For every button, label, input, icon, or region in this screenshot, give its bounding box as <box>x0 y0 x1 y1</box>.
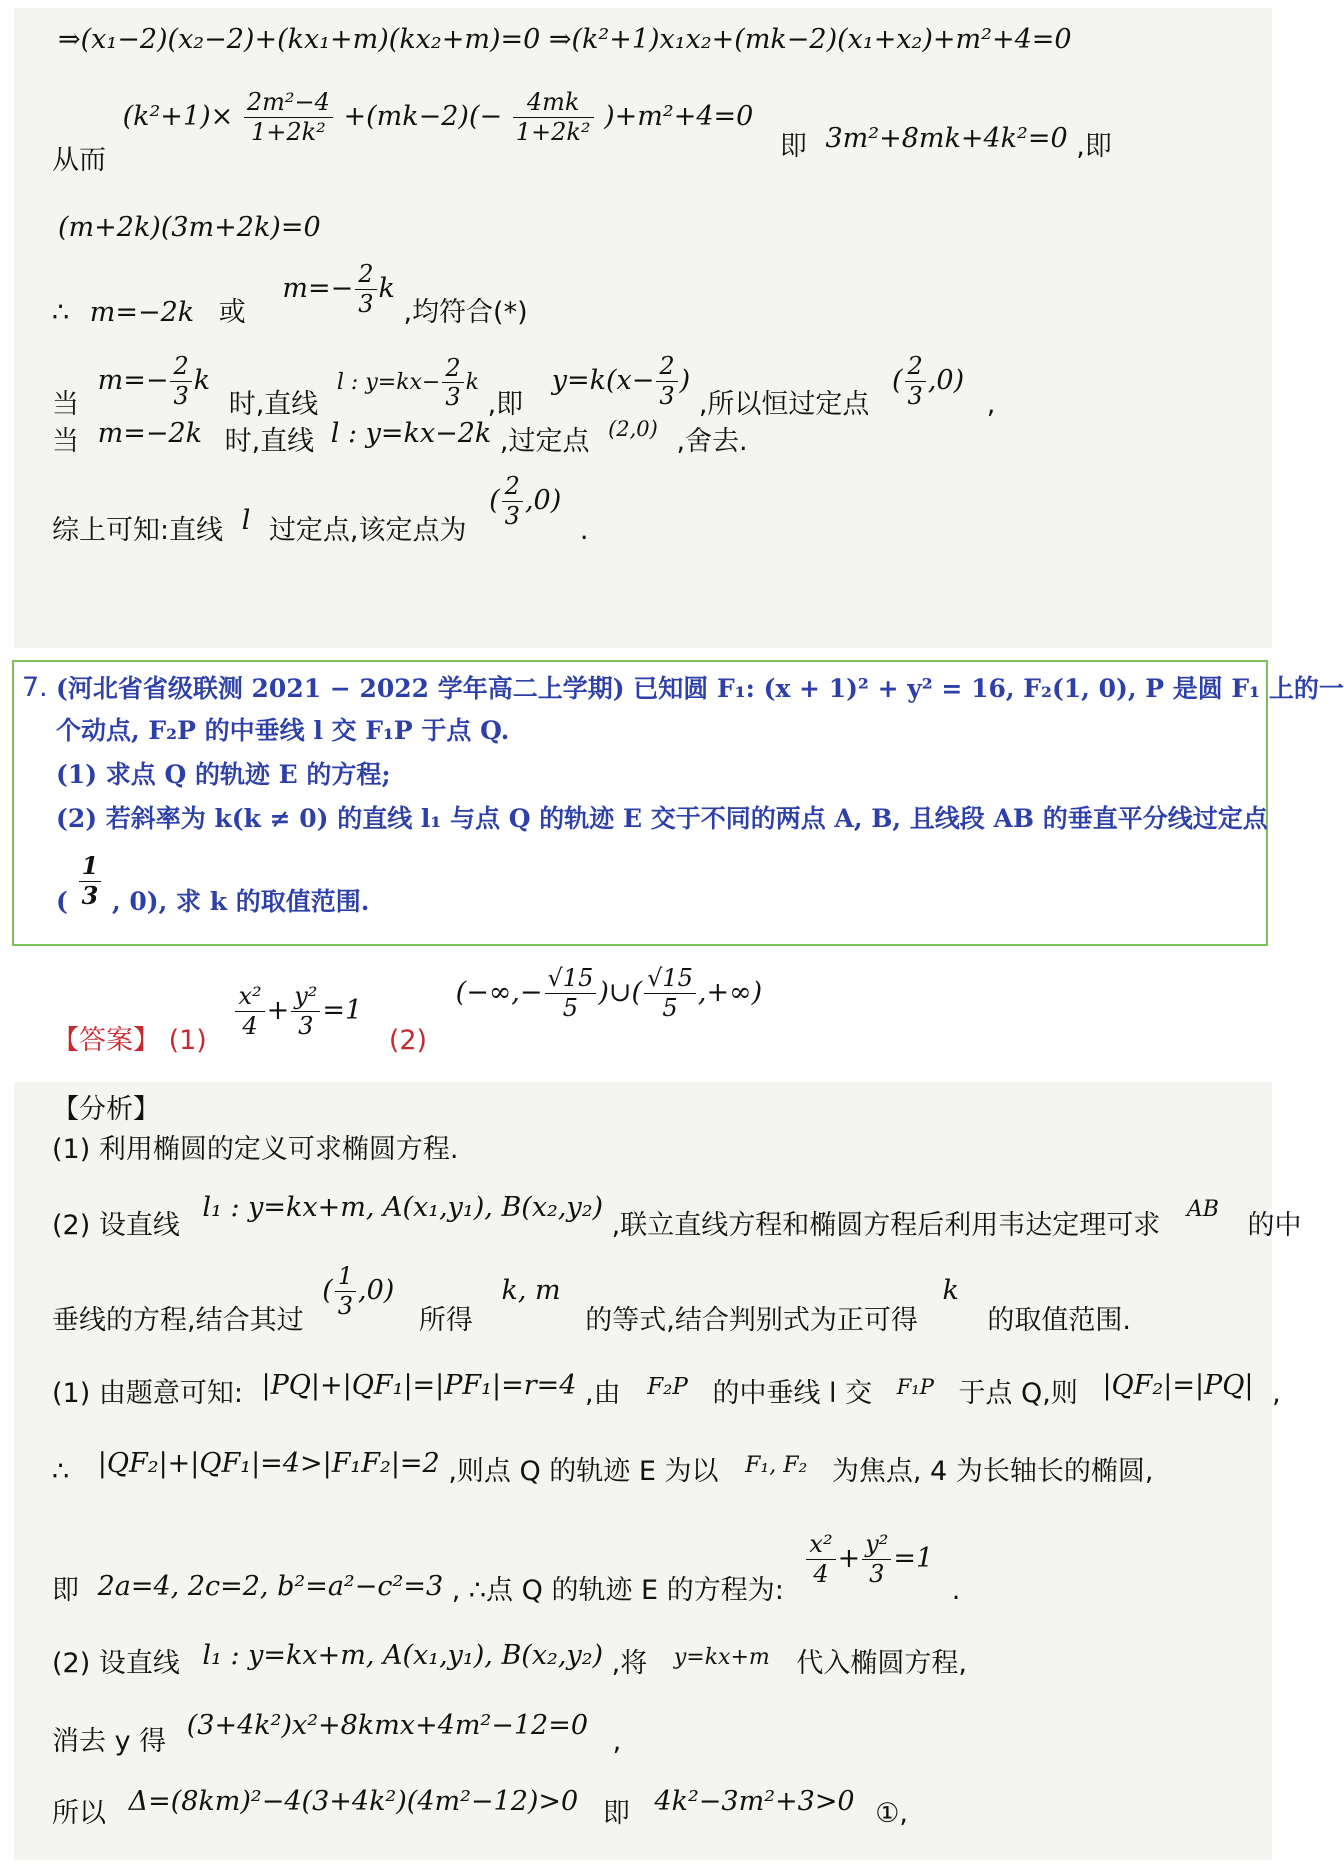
problem-line-1: (河北省省级联测 2021 − 2022 学年高二上学期) 已知圆 F₁: (x + 1)² + y² = 16, F₂(1, 0), P 是圆 F₁ 上的一 <box>56 674 1344 703</box>
expr-m-2k: m=−2k <box>97 418 202 449</box>
expr-k: k <box>942 1274 959 1306</box>
solution-step-2: ∴ |QF₂|+|QF₁|=4>|F₁F₂|=2 ,则点 Q 的轨迹 E 为以 F₁, F₂ 为焦点, 4 为长轴长的椭圆, <box>52 1448 1154 1487</box>
answer-label: 【答案】 <box>52 1024 160 1056</box>
solution-line-2 <box>52 88 1112 176</box>
solution-step-5: 消去 y 得 (3+4k²)x²+8kmx+4m²−12=0 , <box>52 1710 622 1757</box>
label-conclusion: 综上可知:直线 <box>52 514 224 546</box>
solution-step-3: 即 2a=4, 2c=2, b²=a²−c²=3 , ∴点 Q 的轨迹 E 的方程为: $\frac{\text{x²}}{4}$ + $\frac{\text{y²}}{3}$ =1 . <box>52 1530 961 1606</box>
problem-number: 7. <box>22 672 48 703</box>
therefore-sign: ∴ <box>52 296 70 328</box>
expr-point-1: ( $\frac{2}{3}$ ,0) <box>892 352 965 410</box>
label-dang: 当 <box>52 388 79 420</box>
label-or: 或 <box>218 296 246 328</box>
fraction-one-third: $\frac{1}{3}$ <box>79 852 102 911</box>
label-dang-2: 当 <box>52 426 79 457</box>
expr-quadratic: 3m²+8mk+4k²=0 <box>825 122 1068 154</box>
expr-line-l1-2: l₁ : y=kx+m, A(x₁,y₁), B(x₂,y₂) <box>202 1640 604 1671</box>
expr-inequality: 4k²−3m²+3>0 <box>654 1786 855 1817</box>
expr-m1: m=−2k <box>89 296 195 328</box>
analysis-line-3: 垂线的方程,结合其过 ( $\frac{1}{3}$ ,0) 所得 k, m 的等式,结合判别式为正可得 k 的取值范围. <box>52 1262 1131 1336</box>
var-l: l <box>241 504 251 536</box>
expr-y-kx-m: y=kx+m <box>673 1645 770 1670</box>
period: . <box>579 514 589 546</box>
answer-ellipse-eq: $\frac{\text{x²}}{4}$ + $\frac{\text{y²}}{3}$ =1 <box>233 995 370 1026</box>
expr-point-1-3: ( $\frac{1}{3}$ ,0) <box>322 1262 395 1320</box>
fraction-2: $\frac{4mk}{\text{1+2k²}}$ <box>513 88 594 147</box>
expr-coef: (k²+1)× <box>122 100 234 132</box>
label-ji: 即 <box>779 130 807 162</box>
label-ji-2: ,即 <box>487 388 524 420</box>
label-all-satisfy: ,均符合(*) <box>403 296 528 328</box>
expr-end: )+m²+4=0 <box>604 100 754 132</box>
solution-line-1: ⇒(x₁−2)(x₂−2)+(kx₁+m)(kx₂+m)=0 ⇒(k²+1)x₁x₂+(mk−2)(x₁+x₂)+m²+4=0 <box>58 24 1072 55</box>
problem-line-4: (2) 若斜率为 k(k ≠ 0) 的直线 l₁ 与点 Q 的轨迹 E 交于不同的两点 A, B, 且线段 AB 的垂直平分线过定点 <box>56 804 1268 833</box>
solution-line-6 <box>52 417 748 457</box>
analysis-line-2: (2) 设直线 l₁ : y=kx+m, A(x₁,y₁), B(x₂,y₂) ,联立直线方程和椭圆方程后利用韦达定理可求 AB 的中 <box>52 1192 1302 1241</box>
label-fixed-point-is: 过定点,该定点为 <box>268 514 467 546</box>
comma: , <box>986 388 996 420</box>
expr-f2p: F₂P <box>647 1374 688 1400</box>
expr-discriminant: Δ=(8km)²−4(3+4k²)(4m²−12)>0 <box>128 1786 579 1817</box>
solution-step-4: (2) 设直线 l₁ : y=kx+m, A(x₁,y₁), B(x₂,y₂) ,将 y=kx+m 代入椭圆方程, <box>52 1640 967 1679</box>
expr-line-l: l : y=kx− $\frac{2}{3}$ k <box>336 353 479 412</box>
label-ji-tail: ,即 <box>1076 130 1112 162</box>
circled-one: ①, <box>875 1798 909 1829</box>
expr-line-l1: l₁ : y=kx+m, A(x₁,y₁), B(x₂,y₂) <box>202 1192 604 1223</box>
solution-step-6: 所以 Δ=(8km)²−4(3+4k²)(4m²−12)>0 即 4k²−3m²+3>0 ①, <box>52 1786 909 1829</box>
problem-line-2: 个动点, F₂P 的中垂线 l 交 F₁P 于点 Q. <box>56 716 510 745</box>
solution-line-7 <box>52 472 589 546</box>
solution-line-5 <box>52 352 996 420</box>
label-fixed-point: ,所以恒过定点 <box>698 388 870 420</box>
expr-pq-sum: |PQ|+|QF₁|=|PF₁|=r=4 <box>261 1370 577 1401</box>
expr-ellipse-result: $\frac{\text{x²}}{4}$ + $\frac{\text{y²}}{3}$ =1 <box>804 1543 941 1574</box>
label-discard: ,舍去. <box>676 426 748 457</box>
fraction-1: $\frac{\text{2m²−4}}{\text{1+2k²}}$ <box>244 88 333 147</box>
expr-km: k, m <box>501 1274 561 1306</box>
solution-line-3: (m+2k)(3m+2k)=0 <box>58 212 321 243</box>
label-line: 时,直线 <box>228 388 319 420</box>
problem-line-5: ( $\frac{1}{3}$ , 0), 求 k 的取值范围. <box>56 851 370 916</box>
answer-line <box>52 964 763 1056</box>
answer-part-2: (2) <box>388 1024 428 1056</box>
expr-qf2-eq-pq: |QF₂|=|PQ| <box>1102 1370 1254 1401</box>
expr-m-frac: m=− $\frac{2}{3}$ k <box>97 352 211 410</box>
solution-step-1: (1) 由题意可知: |PQ|+|QF₁|=|PF₁|=r=4 ,由 F₂P 的中垂线 l 交 F₁P 于点 Q,则 |QF₂|=|PQ| , <box>52 1370 1281 1409</box>
expr-point-2-0: (2,0) <box>608 417 658 441</box>
problem-line-3: (1) 求点 Q 的轨迹 E 的方程; <box>56 760 391 789</box>
expr-f1p: F₁P <box>896 1375 934 1399</box>
label-congerr: 从而 <box>52 144 106 176</box>
expr-quadratic-x: (3+4k²)x²+8kmx+4m²−12=0 <box>186 1710 589 1741</box>
solution-line-4 <box>52 260 528 343</box>
answer-part-1: (1) <box>168 1024 207 1056</box>
expr-foci: F₁, F₂ <box>745 1453 808 1478</box>
expr-ab: AB <box>1186 1197 1219 1222</box>
expr-mid: +(mk−2)(− <box>343 100 503 132</box>
expr-line-2k: l : y=kx−2k <box>330 418 492 449</box>
expr-m2: m=− $\frac{2}{3}$ k <box>282 260 395 318</box>
expr-sum-gt: |QF₂|+|QF₁|=4>|F₁F₂|=2 <box>97 1448 440 1479</box>
label-line-2: 时,直线 <box>224 426 315 457</box>
label-passes: ,过定点 <box>499 426 590 457</box>
expr-point-3: ( $\frac{2}{3}$ ,0) <box>489 472 562 530</box>
analysis-title: 【分析】 <box>52 1094 160 1125</box>
expr-abc: 2a=4, 2c=2, b²=a²−c²=3 <box>97 1570 444 1602</box>
expr-y: y=k(x− $\frac{2}{3}$ ) <box>551 352 691 410</box>
analysis-line-1: (1) 利用椭圆的定义可求椭圆方程. <box>52 1134 459 1165</box>
answer-interval: (−∞,− $\frac{√15}{5}$ )∪( $\frac{√15}{5}$ ,+∞) <box>455 964 763 1022</box>
